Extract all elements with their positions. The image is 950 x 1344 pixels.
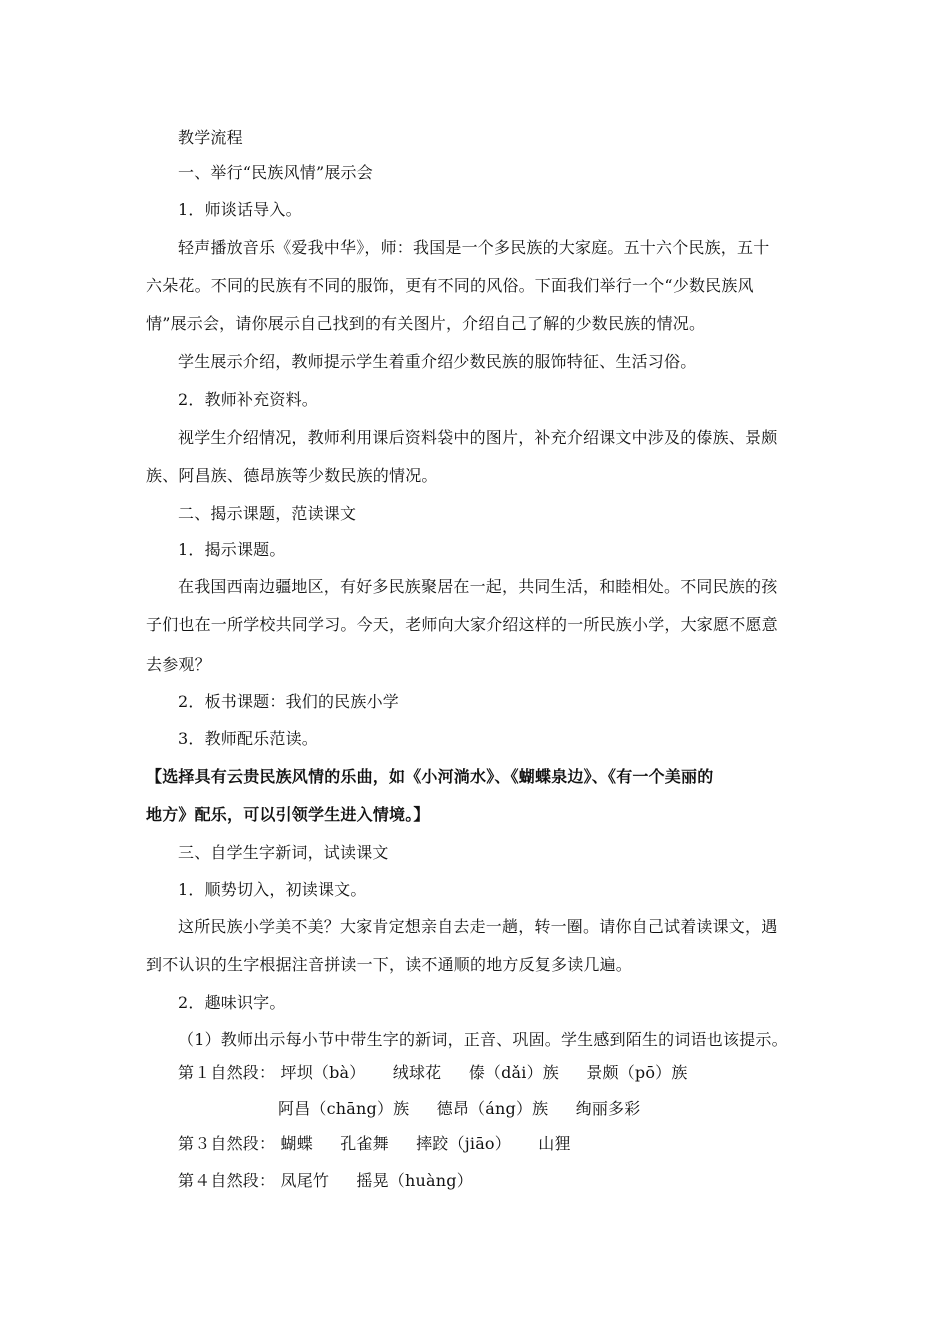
step-3-1: 1．顺势切入，初读课文。 — [178, 880, 367, 899]
paragraph-line: 在我国西南边疆地区，有好多民族聚居在一起，共同生活，和睦相处。不同民族的孩 — [178, 577, 778, 596]
paragraph-line: 六朵花。不同的民族有不同的服饰，更有不同的风俗。下面我们举行一个“少数民族风 — [146, 276, 754, 295]
paragraph-line: 情”展示会，请你展示自己找到的有关图片，介绍自己了解的少数民族的情况。 — [146, 314, 706, 333]
paragraph-line: 学生展示介绍，教师提示学生着重介绍少数民族的服饰特征、生活习俗。 — [178, 352, 697, 371]
paragraph-line: （1）教师出示每小节中带生字的新词，正音、巩固。学生感到陌生的词语也该提示。 — [178, 1030, 788, 1049]
step-1-1: 1．师谈话导入。 — [178, 200, 302, 219]
section-heading-3: 三、自学生字新词，试读课文 — [178, 843, 389, 862]
paragraph-line: 视学生介绍情况，教师利用课后资料袋中的图片，补充介绍课文中涉及的傣族、景颇 — [178, 428, 778, 447]
vocab-row-paragraph-1-cont — [278, 1099, 662, 1119]
vocab-word: 坪坝（bà） — [280, 1063, 366, 1082]
paragraph-line: 到不认识的生字根据注音拼读一下，读不通顺的地方反复多读几遍。 — [146, 955, 633, 974]
vocab-label: 第４自然段： — [178, 1171, 276, 1190]
paragraph-line: 去参观？ — [146, 655, 211, 674]
note-line: 【选择具有云贵民族风情的乐曲，如《小河淌水》、《蝴蝶泉边》、《有一个美丽的 — [146, 767, 714, 786]
paragraph-line: 这所民族小学美不美？大家肯定想亲自去走一趟，转一圈。请你自己试着读课文，遇 — [178, 917, 778, 936]
note-line: 地方》配乐，可以引领学生进入情境。】 — [146, 805, 430, 824]
vocab-word: 摇晃（huàng） — [356, 1171, 473, 1190]
vocab-word: 孔雀舞 — [340, 1134, 389, 1153]
paragraph-line: 轻声播放音乐《爱我中华》，师：我国是一个多民族的大家庭。五十六个民族，五十 — [178, 238, 770, 257]
vocab-word: 德昂（áng）族 — [436, 1099, 549, 1118]
section-heading-teaching-process: 教学流程 — [178, 128, 243, 147]
vocab-word: 景颇（pō）族 — [586, 1063, 688, 1082]
vocab-word: 绚丽多彩 — [575, 1099, 641, 1118]
step-2-1: 1．揭示课题。 — [178, 540, 286, 559]
step-2-2: 2．板书课题：我们的民族小学 — [178, 692, 399, 711]
vocab-row-paragraph-4 — [178, 1171, 495, 1191]
vocab-label: 第３自然段： — [178, 1134, 276, 1153]
section-heading-2: 二、揭示课题，范读课文 — [178, 504, 357, 523]
vocab-word: 傣（dǎi）族 — [468, 1063, 559, 1082]
vocab-word: 摔跤（jiāo） — [416, 1134, 511, 1153]
step-1-2: 2．教师补充资料。 — [178, 390, 318, 409]
vocab-word: 绒球花 — [392, 1063, 442, 1082]
section-heading-1: 一、举行“民族风情”展示会 — [178, 163, 373, 182]
vocab-word: 凤尾竹 — [280, 1171, 330, 1190]
vocab-row-paragraph-3 — [178, 1134, 593, 1154]
vocab-label: 第１自然段： — [178, 1063, 276, 1082]
vocab-word: 蝴蝶 — [280, 1134, 313, 1153]
vocab-row-paragraph-1 — [178, 1063, 710, 1083]
paragraph-line: 族、阿昌族、德昂族等少数民族的情况。 — [146, 466, 438, 485]
vocab-word: 山狸 — [538, 1134, 571, 1153]
step-3-2: 2．趣味识字。 — [178, 993, 286, 1012]
paragraph-line: 子们也在一所学校共同学习。今天，老师向大家介绍这样的一所民族小学，大家愿不愿意 — [146, 615, 778, 634]
step-2-3: 3．教师配乐范读。 — [178, 729, 318, 748]
vocab-word: 阿昌（chāng）族 — [278, 1099, 410, 1118]
